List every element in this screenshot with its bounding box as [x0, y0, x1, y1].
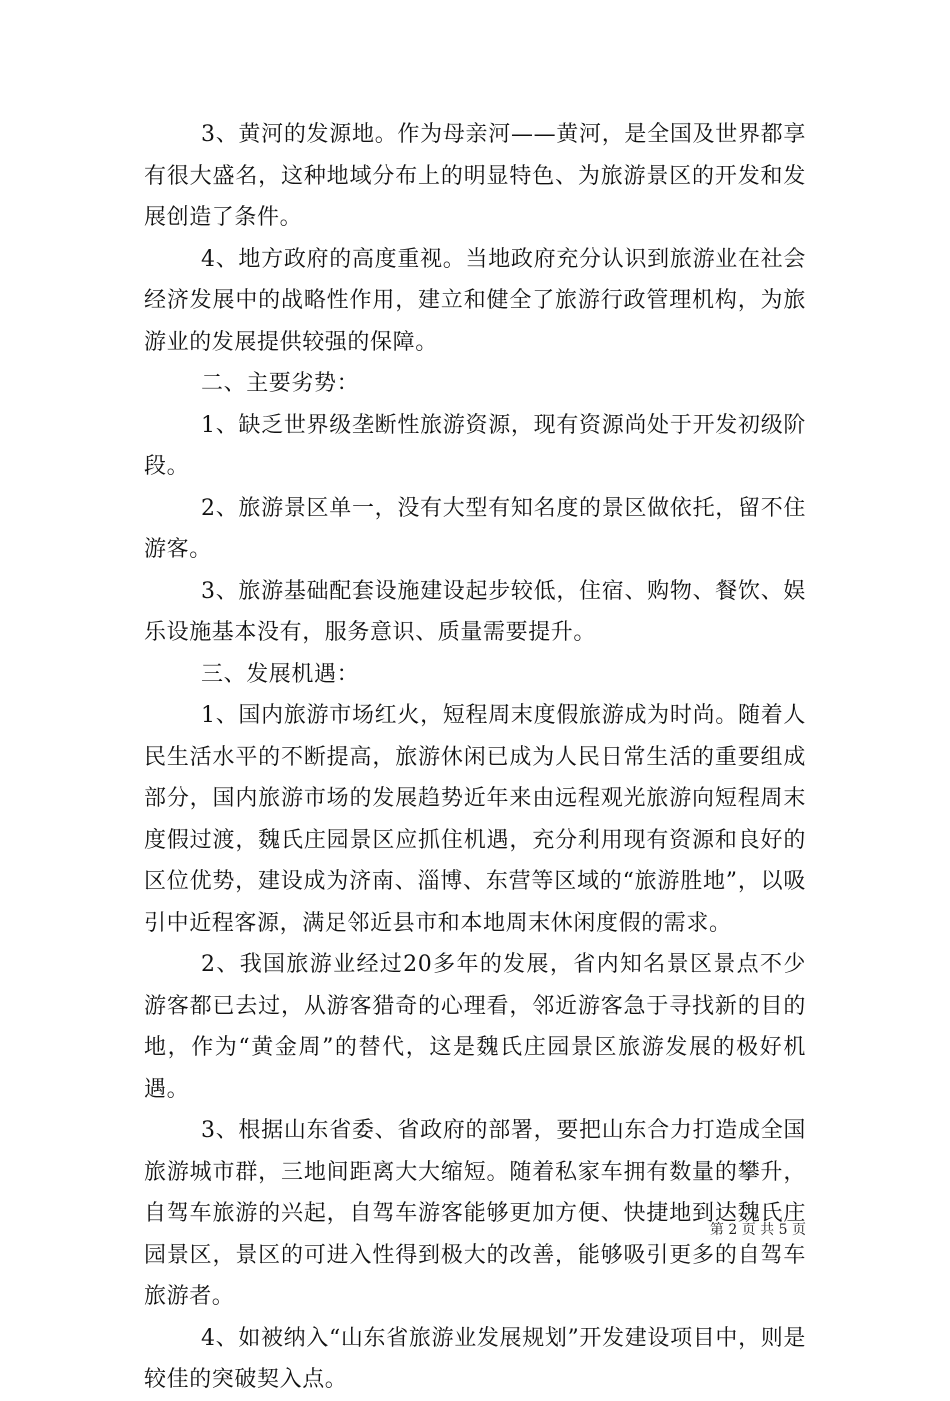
paragraph-weakness-3: 3、旅游基础配套设施建设起步较低，住宿、购物、餐饮、娱乐设施基本没有，服务意识、质量需要提升。 [144, 578, 806, 645]
paragraph-opportunity-3: 3、根据山东省委、省政府的部署，要把山东合力打造成全国旅游城市群，三地间距离大大缩短。随着私家车拥有数量的攀升，自驾车旅游的兴起，自驾车游客能够更加方便、快捷地到达魏氏庄园景区，景区的可进入性得到极大的改善，能够吸引更多的自驾车旅游者。 [144, 1118, 806, 1309]
paragraph-opportunity-1: 1、国内旅游市场红火，短程周末度假旅游成为时尚。随着人民生活水平的不断提高，旅游休闲已成为人民日常生活的重要组成部分，国内旅游市场的发展趋势近年来由远程观光旅游向短程周末度假过渡，魏氏庄园景区应抓住机遇，充分利用现有资源和良好的区位优势，建设成为济南、淄博、东营等区域的“旅游胜地”，以吸引中近程客源，满足邻近县市和本地周末休闲度假的需求。 [144, 703, 806, 936]
page-number: 第 2 页 共 5 页 [709, 1222, 806, 1238]
paragraph-weakness-1: 1、缺乏世界级垄断性旅游资源，现有资源尚处于开发初级阶段。 [144, 412, 806, 479]
paragraph-weakness-2: 2、旅游景区单一，没有大型有知名度的景区做依托，留不住游客。 [144, 495, 806, 562]
section-heading-weaknesses: 二、主要劣势： [201, 371, 360, 396]
paragraph-government-support: 4、地方政府的高度重视。当地政府充分认识到旅游业在社会经济发展中的战略性作用，建立和健全了旅游行政管理机构，为旅游业的发展提供较强的保障。 [144, 246, 806, 355]
document-body [144, 114, 806, 1401]
paragraph-yellow-river-source: 3、黄河的发源地。作为母亲河——黄河，是全国及世界都享有很大盛名，这种地域分布上的明显特色、为旅游景区的开发和发展创造了条件。 [144, 122, 806, 230]
section-heading-opportunities: 三、发展机遇： [201, 661, 360, 687]
paragraph-opportunity-2: 2、我国旅游业经过20多年的发展，省内知名景区景点不少游客都已去过，从游客猎奇的心理看，邻近游客急于寻找新的目的地，作为“黄金周”的替代，这是魏氏庄园景区旅游发展的极好机遇。 [144, 952, 806, 1102]
paragraph-opportunity-4: 4、如被纳入“山东省旅游业发展规划”开发建设项目中，则是较佳的突破契入点。 [144, 1325, 806, 1392]
